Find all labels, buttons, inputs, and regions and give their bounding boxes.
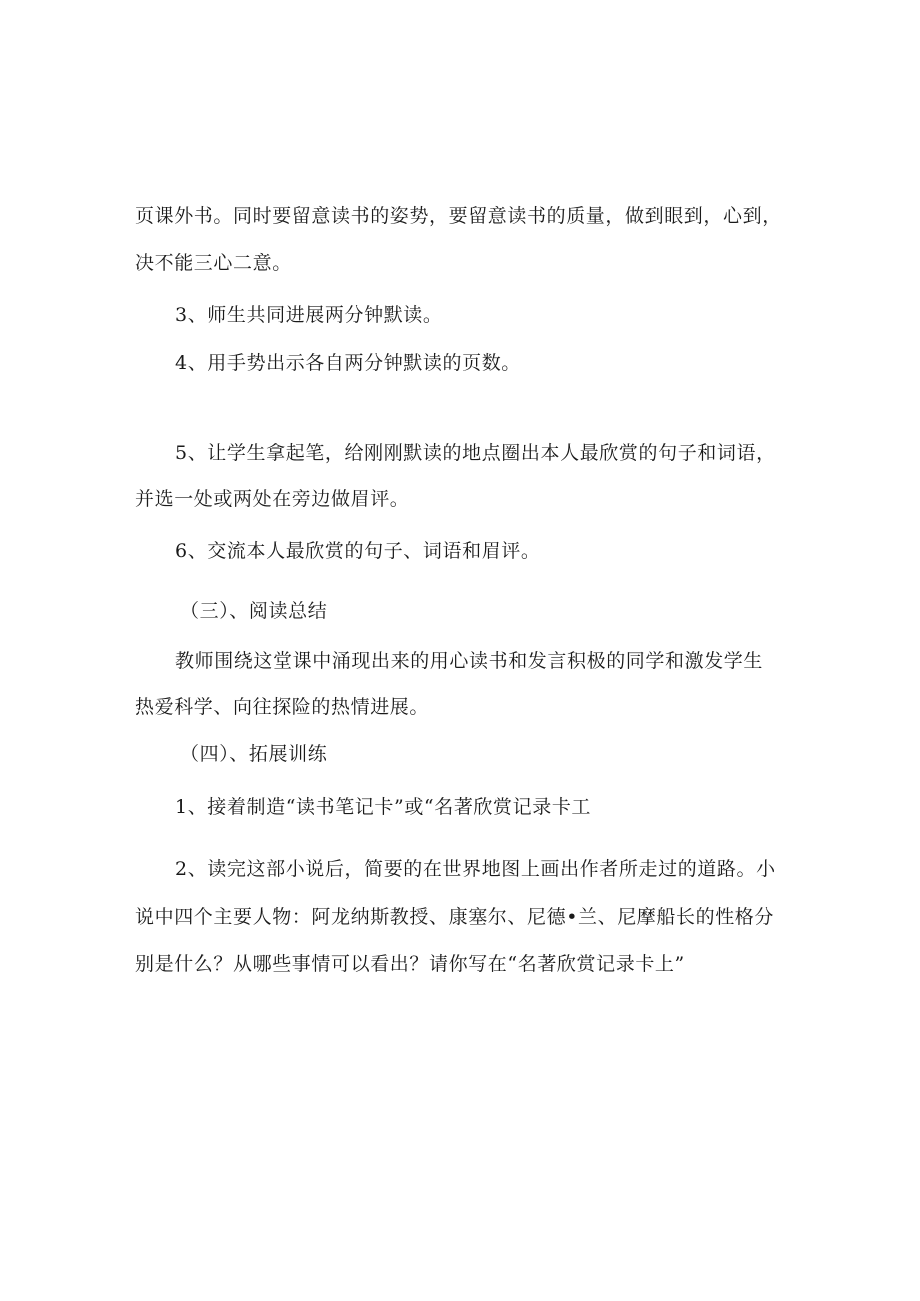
step-6: 6、交流本人最欣赏的句子、词语和眉评。: [175, 540, 541, 562]
step-5-line-2: 并选一处或两处在旁边做眉评。: [135, 488, 410, 510]
section-4-item-2-line-1: 2、读完这部小说后，简要的在世界地图上画出作者所走过的道路。小: [175, 858, 776, 880]
section-4-item-1: 1、接着制造“读书笔记卡”或“名著欣赏记录卡工: [175, 796, 592, 818]
paragraph-line: 决不能三心二意。: [135, 252, 292, 274]
section-3-heading: （三）、阅读总结: [180, 600, 328, 622]
paragraph-line: 页课外书。同时要留意读书的姿势，要留意读书的质量，做到眼到，心到，: [135, 205, 782, 227]
section-4-heading: （四）、拓展训练: [180, 743, 328, 765]
section-3-line-1: 教师围绕这堂课中涌现出来的用心读书和发言积极的同学和激发学生: [175, 650, 764, 672]
section-3-line-2: 热爱科学、向往探险的热情进展。: [135, 696, 430, 718]
step-4: 4、用手势出示各自两分钟默读的页数。: [175, 352, 521, 374]
section-4-item-2-line-2: 说中四个主要人物：阿龙纳斯教授、康塞尔、尼德•兰、尼摩船长的性格分: [135, 906, 775, 928]
step-3: 3、师生共同进展两分钟默读。: [175, 304, 443, 326]
step-5-line-1: 5、让学生拿起笔，给刚刚默读的地点圈出本人最欣赏的句子和词语，: [175, 442, 776, 464]
section-4-item-2-line-3: 别是什么？从哪些事情可以看出？请你写在“名著欣赏记录卡上”: [135, 953, 685, 975]
